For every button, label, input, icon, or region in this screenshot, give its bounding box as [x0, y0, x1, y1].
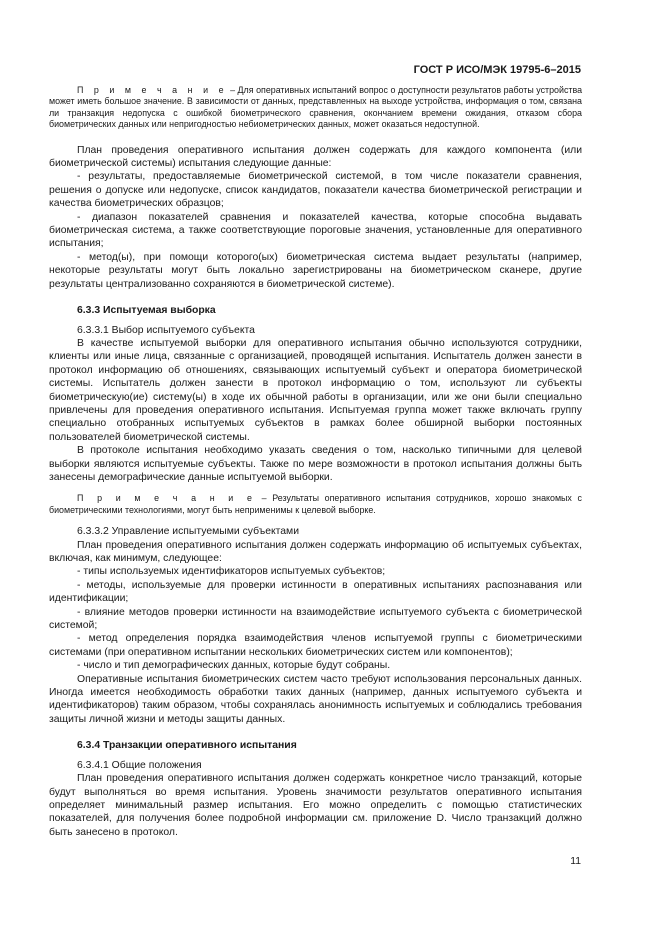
subsection-heading: 6.3.4.1 Общие положения — [77, 759, 202, 771]
note-label: П р и м е ч а н и е — [77, 493, 256, 504]
body-paragraph: В протоколе испытания необходимо указать сведения о том, насколько типичными для целевой выборки являются испытуемые субъекты. Также по мере возможности в протокол испытания должны быть занесены демографические данные испытуемой выборки. — [49, 445, 582, 483]
note-text: – Для оперативных испытаний вопрос о доступности результатов работы устройства может иметь большое значение. В зависимости от данных, представленных на выходе устройства, информация о том, связана ли транзакция недопуска с ошибкой биометрического сравнения, окончанием времени ожидания, отказом сбора биометрических данных или непригодностью небиометрических данных, может оказаться недоступной. — [49, 85, 583, 130]
note-label: П р и м е ч а н и е — [77, 85, 228, 95]
subsection-heading: 6.3.3.2 Управление испытуемыми субъектами — [77, 526, 300, 538]
list-item: - метод определения порядка взаимодействия членов испытуемой группы с биометрическими системами (при оперативном испытании нескольких биометрических систем или компонентов); — [49, 633, 582, 658]
section-heading: 6.3.4 Транзакции оперативного испытания — [77, 740, 297, 752]
page-content — [49, 85, 582, 839]
plan-item: - результаты, предоставляемые биометрической системой, в том числе показатели сравнения, решения о допуске или недопуске, список кандидатов, показатели качества биометрической регистрации и качества биометрических образцов; — [49, 171, 582, 210]
note-text: – Результаты оперативного испытания сотрудников, хорошо знакомых с биометрическими технологиями, могут быть неприменимы к целевой выборке. — [49, 493, 582, 515]
plan-item: - метод(ы), при помощи которого(ых) биометрическая система выдает результаты (например, некоторые результаты могут быть локально зарегистрированы на биометрическом сканере, другие результаты централизованно сохраняются в биометрической системе). — [49, 251, 582, 290]
subsection-heading: 6.3.3.1 Выбор испытуемого субъекта — [77, 324, 255, 336]
list-item: - методы, используемые для проверки истинности в оперативных испытаниях распознавания или идентификации; — [49, 579, 582, 605]
body-paragraph: В качестве испытуемой выборки для оперативного испытания обычно используются сотрудники, клиенты или иные лица, связанные с организацией, проводящей испытания. Испытатель должен занести в протокол информацию об отношениях, связывающих испытуемый субъект и оператора биометрической системы. Испытатель должен занести в протокол информацию о том, используют ли субъекты биометрическую(ие) систему(ы) в ходе их обычной работы в организации, или же они были специально привлечены для проведения оперативного испытания. Испытуемая группа может также включать группу специально отобранных испытуемых субъектов в рамках более обширной выборки постоянных пользователей биометрической системы. — [49, 337, 582, 443]
plan-item: - диапазон показателей сравнения и показателей качества, которые способна выдавать биометрическая система, а также соответствующие пороговые значения, установленные для оперативного испытания; — [49, 211, 582, 250]
body-paragraph: План проведения оперативного испытания должен содержать конкретное число транзакций, которые будут выполняться во время испытания. Уровень значимости результатов оперативного испытания определяет минимальный размер испытания. Его можно определить с помощью статистических показателей, для получения более подробной информации см. приложение D. Число транзакций должно быть занесено в протокол. — [49, 773, 582, 838]
list-item: - число и тип демографических данных, которые будут собраны. — [77, 660, 391, 672]
body-paragraph: План проведения оперативного испытания должен содержать информацию об испытуемых субъектах, включая, как минимум, следующее: — [49, 539, 582, 564]
page-number: 11 — [570, 856, 581, 867]
note-paragraph — [49, 493, 582, 516]
list-item: - типы используемых идентификаторов испытуемых субъектов; — [77, 566, 386, 578]
section-heading: 6.3.3 Испытуемая выборка — [77, 305, 216, 317]
plan-intro: План проведения оперативного испытания должен содержать для каждого компонента (или биометрической системы) испытания следующие данные: — [49, 144, 582, 170]
standard-header: ГОСТ Р ИСО/МЭК 19795-6–2015 — [413, 64, 581, 76]
list-item: - влияние методов проверки истинности на взаимодействие испытуемого субъекта с биометрической системой; — [49, 606, 582, 632]
body-paragraph: Оперативные испытания биометрических систем часто требуют использования персональных данных. Иногда имеется необходимость обработки таких данных (например, данных испытуемого субъекта и идентификаторов) таким образом, чтобы сохранялась анонимность испытуемых и соблюдались требования защиты личной жизни и методы защиты данных. — [49, 673, 582, 725]
note-paragraph — [49, 85, 582, 131]
